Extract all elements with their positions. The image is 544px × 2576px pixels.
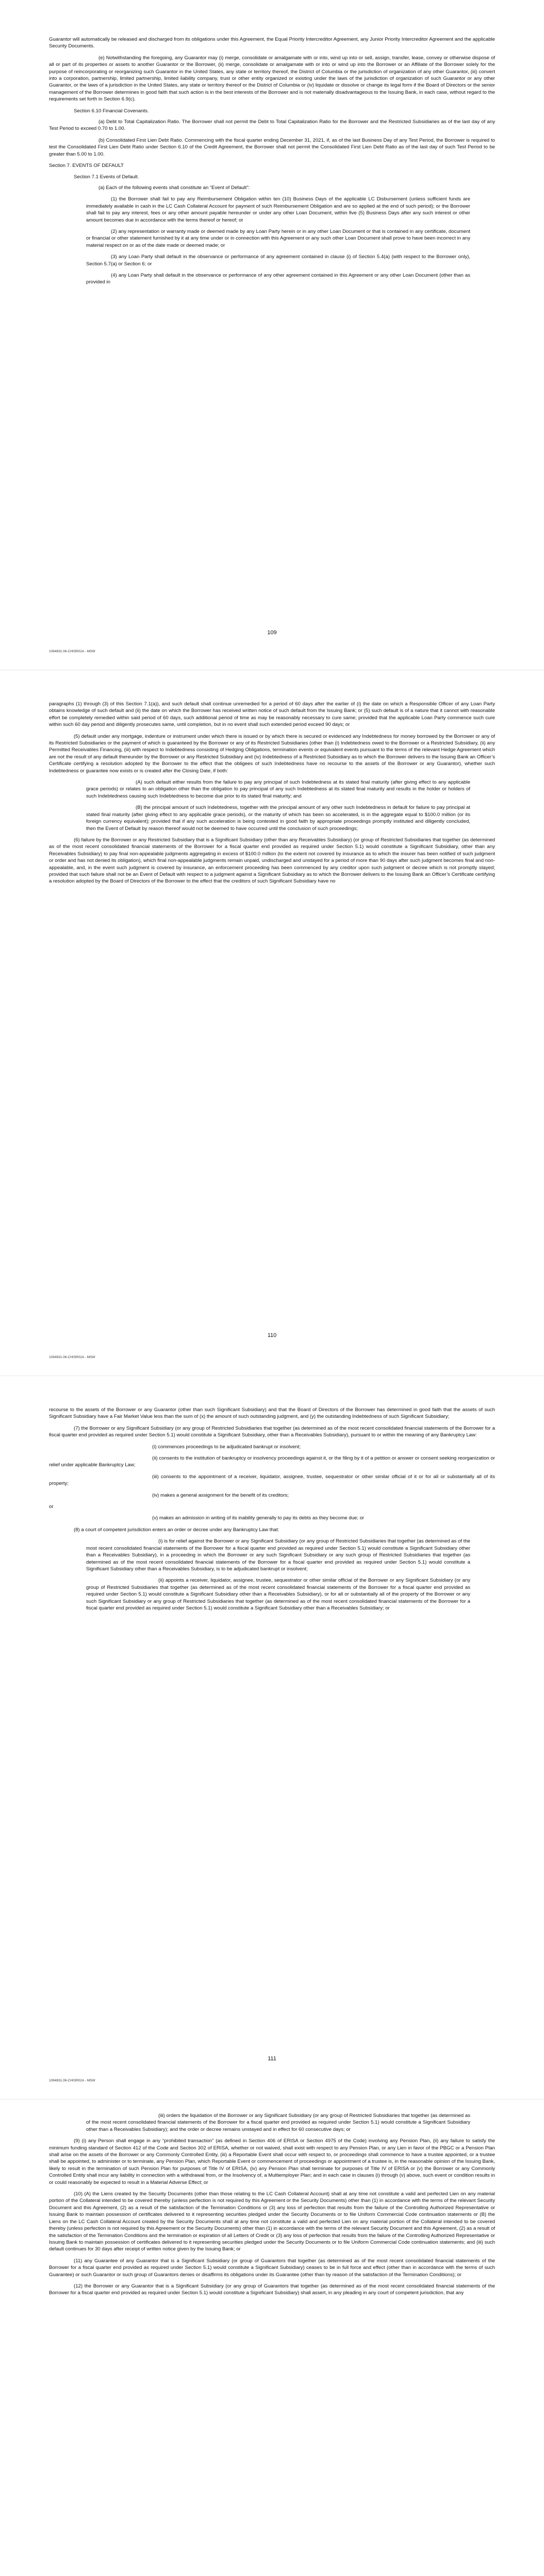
paragraph: (12) the Borrower or any Guarantor that is a Significant Subsidiary (or any group of Guarantors that together (as determined as of the most recent consolidated financial statements of the Borrower for a fiscal quarter end provided as required under Section 5.1) would constitute a Significant Subsidiary) shall assert, in any pleading in any court of competent jurisdiction, that any bbox=[49, 2283, 495, 2296]
paragraph: paragraphs (1) through (3) of this Section 7.1(a)), and such default shall continue unremedied for a period of 60 days after the earlier of (i) the date on which a Responsible Officer of any Loan Party obtains knowledge of such default and (ii) the date on which the Borrower has received written notice of such default from the Issuing Bank; or (5) such default is of a nature that it cannot with reasonable effort be completely remedied within said period of 60 days, such additional period of time as may be reasonably necessary to cure same; provided that the applicable Loan Party commence such cure within such 60 day period and diligently prosecutes same, until completion, but in no event shall such extended period exceed 90 days; or bbox=[49, 701, 495, 728]
paragraph: (2) any representation or warranty made or deemed made by any Loan Party herein or in any other Loan Document or that is contained in any certificate, document or financial or other statement furnished by it at any time under or in connection with this Agreement or any such other Loan Document shall prove to have been incorrect in any material respect on or as of the date made or deemed made; or bbox=[86, 228, 470, 248]
paragraph: or bbox=[49, 1504, 54, 1510]
paragraph: (B) the principal amount of such Indebtedness, together with the principal amount of any other such Indebtedness in default for failure to pay principal at stated final maturity (after giving effect to any applicable grace periods), or the maturity of which has been so accelerated, is in the aggregate equal to $100.0 million (or its foreign currency equivalent); provided that if any such acceleration is being contested in good faith by appropriate proceedings promptly instituted and diligently concluded, then the Event of Default by reason thereof would not be deemed to have occurred until the conclusion of such proceedings; bbox=[86, 805, 470, 832]
paragraph: (b) Consolidated First Lien Debt Ratio. Commencing with the fiscal quarter ending December 31, 2021, if, as of the last Business Day of any Test Period, the Borrower is required to test the Consolidated First Lien Debt Ratio under Section 6.10 of the Credit Agreement, the Borrower shall not permit the Consolidated First Lien Debt Ratio as of the last day of such Test Period to be greater than 5.00 to 1.00. bbox=[49, 137, 495, 157]
page-111 bbox=[0, 1406, 544, 1616]
paragraph: (ii) consents to the institution of bankruptcy or insolvency proceedings against it, or the filing by it of a petition or answer or consent seeking reorganization or relief under applicable Bankruptcy Law; bbox=[49, 1455, 495, 1468]
paragraph: Guarantor will automatically be released and discharged from its obligations under this Agreement, the Equal Priority Intercreditor Agreement, any Junior Priority Intercreditor Agreement and the applicable Security Documents. bbox=[49, 37, 495, 49]
paragraph: (1) the Borrower shall fail to pay any Reimbursement Obligation within ten (10) Business Days of the applicable LC Disbursement (unless sufficient funds are immediately available in cash in the LC Cash Collateral Account for payment of such Reimbursement Obligation and are so applied at the end of such period); or the Borrower shall fail to pay any interest, fees or any other amount payable hereunder or under any other Loan Document, within five (5) Business Days after any such interest or other amount becomes due in accordance with the terms thereof or hereof; or bbox=[86, 196, 470, 223]
paragraph: (9) (i) any Person shall engage in any “prohibited transaction” (as defined in Section 406 of ERISA or Section 4975 of the Code) involving any Pension Plan, (ii) any failure to satisfy the minimum funding standard of Section 412 of the Code and Section 302 of ERISA, whether or not waived, shall exist with respect to any Pension Plan, or any Lien in favor of the PBGC or a Pension Plan shall arise on the assets of the Borrower or any Commonly Controlled Entity, (iii) a Reportable Event shall occur with respect to, or proceedings shall commence to have a trustee appointed, or a trustee shall be appointed, to administer or to terminate, any Pension Plan, which Reportable Event or commencement of proceedings or appointment of a trustee is, in the reasonable opinion of the Issuing Bank, likely to result in the termination of such Pension Plan for purposes of Title IV of ERISA, (iv) any Pension Plan shall terminate for purposes of Title IV of ERISA or (v) the Borrower or any Commonly Controlled Entity shall incur any liability in connection with a withdrawal from, or the Insolvency of, a Multiemployer Plan; and in each case in clauses (i) through (v) above, such event or condition results in or could reasonably be expected to result in a Material Adverse Effect; or bbox=[49, 2138, 495, 2185]
page-number: 110 bbox=[267, 1332, 277, 1338]
paragraph: (11) any Guarantee of any Guarantor that is a Significant Subsidiary (or group of Guarantors that together (as determined as of the most recent consolidated financial statements of the Borrower for a fiscal quarter end provided as required under Section 5.1) would constitute a Significant Subsidiary) ceases to be in full force and effect (other than in accordance with the terms of such Guarantee) or such Guarantor or such group of Guarantors denies or disaffirms its obligations under its Guarantee (other than by reason of the satisfaction of the Termination Conditions); or bbox=[49, 2258, 495, 2278]
paragraph: (3) any Loan Party shall default in the observance or performance of any agreement contained in clause (i) of Section 5.4(a) (with respect to the Borrower only), Section 5.7(a) or Section 6; or bbox=[86, 254, 470, 267]
section-heading: Section 7. EVENTS OF DEFAULT bbox=[49, 163, 124, 169]
paragraph: (a) Each of the following events shall constitute an “Event of Default”: bbox=[98, 184, 250, 191]
paragraph: (i) is for relief against the Borrower or any Significant Subsidiary (or any group of Restricted Subsidiaries that together (as determined as of the most recent consolidated financial statements of the Borrower for a fiscal quarter end provided as required under Section 5.1) would constitute a Significant Subsidiary other than a Receivables Subsidiary), in a proceeding in which the Borrower or any such Significant Subsidiary or any such group of Restricted Subsidiaries that together (as determined as of the most recent consolidated financial statements of the Borrower for a fiscal quarter end provided as required under Section 5.1) would constitute a Significant Subsidiary other than a Receivables Subsidiary, is to be adjudicated bankrupt or insolvent; bbox=[86, 1538, 470, 1572]
page-109 bbox=[0, 36, 544, 291]
paragraph: (7) the Borrower or any Significant Subsidiary (or any group of Restricted Subsidiaries that together (as determined as of the most recent consolidated financial statements of the Borrower for a fiscal quarter end provided as required under Section 5.1) would constitute a Significant Subsidiary, other than a Receivables Subsidiary), pursuant to or within the meaning of any Bankruptcy Law: bbox=[49, 1425, 495, 1438]
page-112 bbox=[0, 2112, 544, 2301]
paragraph: (A) such default either results from the failure to pay any principal of such Indebtedness at its stated final maturity (after giving effect to any applicable grace periods) or relates to an obligation other than the obligation to pay principal of any such Indebtedness at its stated final maturity and results in the holder or holders of such Indebtedness causing such Indebtedness to become due prior to its stated final maturity; and bbox=[86, 779, 470, 799]
document-id: 1094931.06-CHISR02A - MSW bbox=[49, 2079, 95, 2082]
paragraph: (4) any Loan Party shall default in the observance or performance of any other agreement contained in this Agreement or any other Loan Document (other than as provided in bbox=[86, 272, 470, 285]
page-number: 109 bbox=[267, 630, 277, 636]
paragraph: (5) default under any mortgage, indenture or instrument under which there is issued or by which there is secured or evidenced any Indebtedness for money borrowed by the Borrower or any of its Restricted Subsidiaries or the payment of which is guaranteed by the Borrower or any of its Restricted Subsidiaries (other than (i) Indebtedness owed to the Borrower or a Restricted Subsidiary, (ii) any Permitted Receivables Financing, (iii) with respect to Indebtedness consisting of Hedging Obligations, termination events or equivalent events pursuant to the terms of the relevant Hedge Agreement which are not the result of any default thereunder by the Borrower or any Restricted Subsidiary and (iv) Indebtedness of a Restricted Subsidiary as to which the Borrower delivers to the Issuing Bank an Officer’s Certificate certifying a resolution adopted by the Borrower to the effect that the obligees of such Indebtedness have no recourse to the assets of the Borrower or any Guarantor), whether such Indebtedness or guarantee now exists or is created after the Closing Date, if both: bbox=[49, 733, 495, 774]
paragraph: (ii) appoints a receiver, liquidator, assignee, trustee, sequestrator or other similar official of the Borrower or any Significant Subsidiary (or any group of Restricted Subsidiaries that together (as determined as of the most recent consolidated financial statements of the Borrower for a fiscal quarter end provided as required under Section 5.1) would constitute a Significant Subsidiary other than a Receivables Subsidiary), or for all or substantially all of the property of the Borrower or any such Significant Subsidiary or any group of Restricted Subsidiaries that together (as determined as of the most recent consolidated financial statements of the Borrower for a fiscal quarter end provided as required under Section 5.1) would constitute a Significant Subsidiary other than a Receivables Subsidiary; or bbox=[86, 1578, 470, 1611]
page-number: 111 bbox=[268, 2056, 276, 2062]
page-110 bbox=[0, 701, 544, 890]
section-heading: Section 6.10 Financial Covenants. bbox=[74, 108, 149, 114]
document-id: 1094931.06-CHISR02A - MSW bbox=[49, 1355, 95, 1359]
paragraph: (i) commences proceedings to be adjudicated bankrupt or insolvent; bbox=[152, 1444, 301, 1450]
paragraph: (v) makes an admission in writing of its inability generally to pay its debts as they become due; or bbox=[152, 1515, 365, 1521]
section-heading: Section 7.1 Events of Default. bbox=[74, 174, 139, 180]
paragraph: (a) Debt to Total Capitalization Ratio. The Borrower shall not permit the Debt to Total Capitalization Ratio for the Borrower and the Restricted Subsidiaries as of the last day of any Test Period to exceed 0.70 to 1.00. bbox=[49, 119, 495, 132]
paragraph: (e) Notwithstanding the foregoing, any Guarantor may (i) merge, consolidate or amalgamate with or into, wind up into or sell, assign, transfer, lease, convey or otherwise dispose of all or part of its properties or assets to another Guarantor or the Borrower, (ii) merge, consolidate or amalgamate with or into or wind up into the Borrower or an Affiliate of the Borrower solely for the purpose of reincorporating or reorganizing such Guarantor in the United States, any state or territory thereof, the District of Columbia or the jurisdiction of organization of any other Guarantor, (iii) convert into a corporation, partnership, limited partnership, limited liability company, trust or other entity organized or existing under the laws of the jurisdiction of organization of such Guarantor or any other Guarantor, or the laws of a jurisdiction in the United States, any state or territory thereof or the District of Columbia or (iv) liquidate or dissolve or change its legal form if the Board of Directors or the senior management of the Borrower determines in good faith that such action is in the best interests of the Borrower and is not materially disadvantageous to the Issuing Bank, in each case, without regard to the requirements set forth in Section 6.9(c). bbox=[49, 55, 495, 103]
paragraph: (8) a court of competent jurisdiction enters an order or decree under any Bankruptcy Law that: bbox=[74, 1527, 279, 1533]
paragraph: (iii) consents to the appointment of a receiver, liquidator, assignee, trustee, sequestrator or other similar official of it or for all or substantially all of its property; bbox=[49, 1473, 495, 1487]
paragraph: recourse to the assets of the Borrower or any Guarantor (other than such Significant Subsidiary) and that the Board of Directors of the Borrower has determined in good faith that the assets of such Significant Subsidiary have a Fair Market Value less than the sum of (x) the amount of such outstanding judgment, and (y) the outstanding Indebtedness of such Significant Subsidiary; bbox=[49, 1407, 495, 1420]
paragraph: (6) failure by the Borrower or any Restricted Subsidiary that is a Significant Subsidiary (other than any Receivables Subsidiary) (or group of Restricted Subsidiaries that together (as determined as of the most recent consolidated financial statements of the Borrower for a fiscal quarter end provided as required under Section 5.1) would constitute a Significant Subsidiary, other than any Receivables Subsidiary) to pay final non-appealable judgments aggregating in excess of $100.0 million (to the extent not covered by insurance as to which the insurer has been notified of such judgment or order and has not denied its obligation), which final non-appealable judgments remain unpaid, undischarged and unstayed for a period of more than 90 days after such judgment becomes final and non-appealable, and, in the event such judgment is covered by insurance, an enforcement proceeding has been commenced by any creditor upon such judgment or decree which is not promptly stayed; provided that such failure shall not be an Event of Default with respect to a judgment against a Significant Subsidiary as to which the Borrower delivers to the Issuing Bank an Officer’s Certificate certifying a resolution adopted by the Board of Directors of the Borrower to the effect that the creditors of such Significant Subsidiary have no bbox=[49, 837, 495, 885]
paragraph: (iv) makes a general assignment for the benefit of its creditors; bbox=[152, 1492, 289, 1498]
document-id: 1094931.06-CHISR02A - MSW bbox=[49, 650, 95, 653]
paragraph: (10) (A) the Liens created by the Security Documents (other than those relating to the LC Cash Collateral Account) shall at any time not constitute a valid and perfected Lien on any material portion of the Collateral intended to be covered thereby (unless perfection is not required by this Agreement or the Security Documents) other than (1) in accordance with the terms of the relevant Security Document and this Agreement, (2) as a result of the satisfaction of the Termination Conditions or (3) any loss of perfection that results from the failure of the Controlling Authorized Representative or Issuing Bank to maintain possession of certificates delivered to it representing securities pledged under the Security Documents or to file Uniform Commercial Code continuation statements or (B) the Liens on the LC Cash Collateral Account created by the Security Documents shall at any time not constitute a valid and perfected Lien on any material portion of the Collateral intended to be covered thereby (unless perfection is not required by this Agreement or the Security Documents) other than (1) in accordance with the terms of the relevant Security Document and this Agreement, (2) as a result of the satisfaction of the Termination Conditions and the termination or expiration of all Letters of Credit or (3) any loss of perfection that results from the failure of the Controlling Authorized Representative or Issuing Bank to maintain possession of certificates delivered to it representing securities pledged under the Security Documents or to file Uniform Commercial Code continuation statements; and (iii) such default continues for 30 days after receipt of written notice given by the Issuing Bank; or bbox=[49, 2191, 495, 2252]
paragraph: (iii) orders the liquidation of the Borrower or any Significant Subsidiary (or any group of Restricted Subsidiaries that together (as determined as of the most recent consolidated financial statements of the Borrower for a fiscal quarter end provided as required under Section 5.1) would constitute a Significant Subsidiary other than a Receivables Subsidiary); and the order or decree remains unstayed and in effect for 60 consecutive days; or bbox=[86, 2113, 470, 2132]
